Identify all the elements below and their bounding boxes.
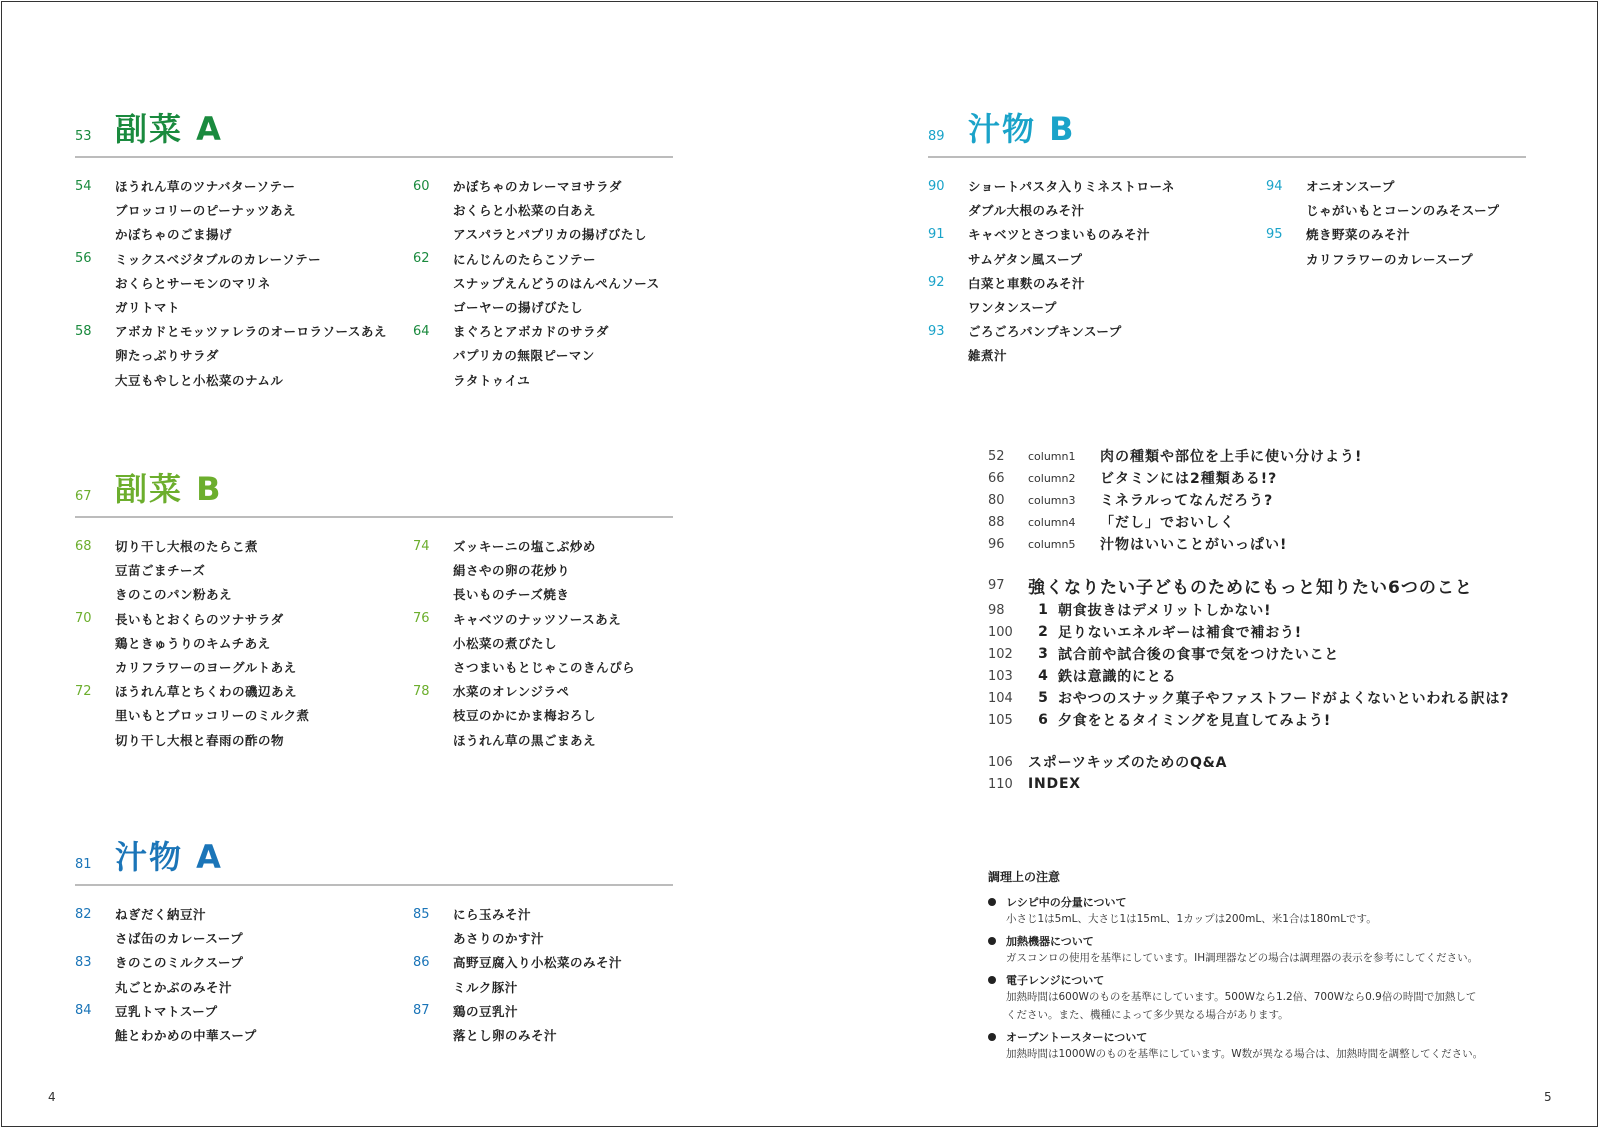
- entry-title: カリフラワーのヨーグルトあえ: [115, 660, 297, 676]
- point-title: 朝食抜きはデメリットしかない!: [1058, 603, 1272, 619]
- entry-title: 雑煮汁: [968, 348, 1008, 364]
- point-title: おやつのスナック菓子やファストフードがよくないといわれる訳は?: [1058, 691, 1510, 707]
- toc-entry: [413, 999, 622, 1023]
- entry-title: オニオンスープ: [1306, 179, 1395, 195]
- note-heading-text: 電子レンジについて: [1006, 973, 1105, 987]
- toc-group: [413, 607, 635, 680]
- entry-title: 大豆もやしと小松菜のナムル: [115, 372, 284, 388]
- point-page-number: 103: [988, 668, 1013, 684]
- section-title: 汁物 B: [968, 110, 1076, 148]
- extras-list: [988, 751, 1568, 795]
- section-page-number: 89: [928, 129, 945, 144]
- entry-title: 豆苗ごまチーズ: [115, 563, 206, 579]
- column-label: column5: [1028, 537, 1076, 551]
- toc-column-1: [75, 174, 387, 392]
- point-page-number: 100: [988, 624, 1013, 640]
- misc-toc: [988, 445, 1568, 795]
- toc-group: [413, 999, 622, 1047]
- toc-entry: [75, 582, 310, 606]
- column-title: 「だし」でおいしく: [1100, 515, 1235, 531]
- note-heading-text: レシピ中の分量について: [1006, 895, 1127, 909]
- section-shirumono-a: [75, 832, 673, 1062]
- toc-group: [928, 319, 1175, 367]
- section-page-number: 67: [75, 489, 92, 504]
- entry-title: 鶏の豆乳汁: [453, 1003, 519, 1019]
- entry-title: 卵たっぷりサラダ: [115, 348, 219, 364]
- toc-entry: [928, 198, 1175, 222]
- section-shirumono-b: [928, 104, 1526, 394]
- toc-group: [75, 902, 257, 950]
- entry-title: にんじんのたらこソテー: [453, 251, 597, 267]
- entry-title: 焼き野菜のみそ汁: [1306, 227, 1411, 243]
- toc-entry: [75, 950, 257, 974]
- feature-page-number: 97: [988, 577, 1005, 593]
- entry-title: 里いもとブロッコリーのミルク煮: [115, 708, 310, 724]
- point-index: 4: [1038, 668, 1048, 684]
- toc-group: [928, 174, 1175, 222]
- column-page-number: 80: [988, 492, 1005, 508]
- entry-page-number: 87: [413, 1003, 430, 1019]
- toc-entry: [413, 343, 660, 367]
- section-page-number: 53: [75, 129, 92, 144]
- toc-entry: [928, 174, 1175, 198]
- section-fukusai-b: [75, 464, 673, 764]
- note-body: 加熱時間は600Wのものを基準にしています。500Wなら1.2倍、700Wなら0.9倍の時間で加熱して: [1006, 991, 1477, 1003]
- entry-title: 小松菜の煮びたし: [453, 635, 558, 651]
- entry-title: 豆乳トマトスープ: [115, 1003, 218, 1019]
- toc-entry: [75, 999, 257, 1023]
- toc-entry: [413, 368, 660, 392]
- column-label: column1: [1028, 449, 1076, 463]
- entry-page-number: 70: [75, 611, 92, 627]
- entry-page-number: 93: [928, 323, 945, 339]
- entry-page-number: 68: [75, 538, 92, 554]
- extra-title: INDEX: [1028, 776, 1081, 792]
- column-list: [988, 445, 1568, 555]
- section-divider: [928, 156, 1526, 158]
- toc-group: [75, 999, 257, 1047]
- entry-title: ショートパスタ入りミネストローネ: [968, 179, 1175, 195]
- section-divider: [75, 884, 673, 886]
- toc-group: [75, 319, 387, 392]
- toc-entry: [75, 174, 387, 198]
- entry-title: 枝豆のかにかま梅おろし: [453, 708, 597, 724]
- entry-title: ねぎだく納豆汁: [115, 907, 207, 923]
- entry-title: まぐろとアボカドのサラダ: [453, 324, 609, 340]
- note-heading: [988, 971, 1548, 988]
- toc-entry: [75, 271, 387, 295]
- toc-entry: [413, 679, 635, 703]
- entry-title: ほうれん草とちくわの磯辺あえ: [115, 684, 298, 700]
- toc-entry: [75, 655, 310, 679]
- point-index: 6: [1038, 712, 1048, 728]
- column-entry: [988, 533, 1568, 555]
- toc-entry: [413, 198, 660, 222]
- entry-page-number: 78: [413, 683, 430, 699]
- note-item: [988, 932, 1548, 967]
- entry-page-number: 84: [75, 1003, 92, 1019]
- toc-entry: [1266, 247, 1500, 271]
- toc-entry: [928, 295, 1175, 319]
- feature-point: [988, 599, 1568, 621]
- toc-entry: [413, 534, 635, 558]
- entry-page-number: 85: [413, 906, 430, 922]
- toc-entry: [413, 319, 660, 343]
- toc-entry: [413, 728, 635, 752]
- entry-title: ダブル大根のみそ汁: [968, 203, 1085, 219]
- section-divider: [75, 156, 673, 158]
- point-title: 足りないエネルギーは補食で補おう!: [1058, 625, 1302, 641]
- column-label: column4: [1028, 515, 1076, 529]
- note-item: [988, 971, 1548, 1024]
- toc-entry: [413, 222, 660, 246]
- toc-entry: [75, 728, 310, 752]
- feature-title-row: [988, 571, 1568, 599]
- bullet-icon: [988, 898, 996, 906]
- toc-entry: [75, 319, 387, 343]
- point-index: 2: [1038, 624, 1048, 640]
- entry-title: キャベツとさつまいものみそ汁: [968, 227, 1151, 243]
- entry-title: アスパラとパプリカの揚げびたし: [453, 227, 647, 243]
- point-title: 鉄は意識的にとる: [1058, 669, 1177, 685]
- toc-entry: [413, 631, 635, 655]
- column-page-number: 66: [988, 470, 1005, 486]
- point-page-number: 104: [988, 690, 1013, 706]
- toc-entry: [413, 295, 660, 319]
- toc-group: [75, 607, 310, 680]
- entry-title: 長いもとおくらのツナサラダ: [115, 611, 284, 627]
- entry-page-number: 56: [75, 251, 92, 267]
- entry-title: ほうれん草の黒ごまあえ: [453, 732, 597, 748]
- entry-title: きのこのパン粉あえ: [115, 587, 233, 603]
- entry-title: キャベツのナッツソースあえ: [453, 611, 622, 627]
- note-body: 小さじ1は5mL、大さじ1は15mL、1カップは200mL、米1合は180mLです。: [1006, 913, 1377, 925]
- notes-title: 調理上の注意: [988, 870, 1061, 884]
- toc-entry: [75, 1023, 257, 1047]
- entry-title: 絹さやの卵の花炒り: [453, 563, 571, 579]
- toc-entry: [413, 582, 635, 606]
- note-heading: [988, 932, 1548, 949]
- section-header: [75, 104, 673, 152]
- section-header: [75, 832, 673, 880]
- entry-page-number: 58: [75, 323, 92, 339]
- toc-entry: [413, 655, 635, 679]
- toc-group: [75, 679, 310, 752]
- entry-page-number: 91: [928, 226, 945, 242]
- toc-group: [75, 247, 387, 320]
- note-body: 加熱時間は1000Wのものを基準にしています。W数が異なる場合は、加熱時間を調整してください。: [1006, 1048, 1484, 1060]
- entry-title: きのこのミルクスープ: [115, 955, 244, 971]
- entry-title: 切り干し大根と春雨の酢の物: [115, 732, 285, 748]
- point-title: 夕食をとるタイミングを見直してみよう!: [1058, 713, 1332, 729]
- toc-entry: [413, 902, 622, 926]
- section-title: 副菜 B: [115, 470, 223, 508]
- entry-title: さつまいもとじゃこのきんぴら: [453, 660, 636, 676]
- point-page-number: 102: [988, 646, 1013, 662]
- column-label: column2: [1028, 471, 1076, 485]
- entry-title: サムゲタン風スープ: [968, 251, 1083, 267]
- entry-page-number: 60: [413, 178, 430, 194]
- feature-point: [988, 687, 1568, 709]
- feature-point: [988, 621, 1568, 643]
- entry-page-number: 92: [928, 275, 945, 291]
- entry-title: ミックスベジタブルのカレーソテー: [115, 251, 322, 267]
- point-title: 試合前や試合後の食事で気をつけたいこと: [1058, 647, 1340, 663]
- toc-entry: [413, 607, 635, 631]
- toc-entry: [413, 975, 622, 999]
- bullet-icon: [988, 937, 996, 945]
- point-page-number: 105: [988, 712, 1013, 728]
- toc-column-2: [1266, 174, 1500, 271]
- toc-group: [413, 247, 660, 320]
- entry-page-number: 82: [75, 906, 92, 922]
- point-index: 3: [1038, 646, 1048, 662]
- bullet-icon: [988, 976, 996, 984]
- entry-page-number: 95: [1266, 226, 1283, 242]
- section-fukusai-a: [75, 104, 673, 404]
- toc-group: [75, 174, 387, 247]
- toc-entry: [1266, 222, 1500, 246]
- entry-title: 落とし卵のみそ汁: [453, 1028, 558, 1044]
- column-title: 汁物はいいことがいっぱい!: [1100, 537, 1288, 553]
- entry-title: ワンタンスープ: [968, 300, 1057, 316]
- column-entry: [988, 489, 1568, 511]
- column-title: ミネラルってなんだろう?: [1100, 493, 1274, 509]
- toc-entry: [75, 558, 310, 582]
- point-index: 5: [1038, 690, 1048, 706]
- column-entry: [988, 511, 1568, 533]
- toc-entry: [75, 679, 310, 703]
- page-number-right: 5: [1544, 1090, 1552, 1104]
- toc-entry: [1266, 198, 1500, 222]
- toc-entry: [75, 631, 310, 655]
- toc-column-1: [75, 534, 310, 752]
- toc-column-1: [75, 902, 257, 1047]
- toc-group: [413, 679, 635, 752]
- note-body: ください。また、機種によって多少異なる場合があります。: [1006, 1009, 1289, 1021]
- entry-page-number: 62: [413, 251, 430, 267]
- entry-title: さば缶のカレースープ: [115, 931, 244, 947]
- entry-page-number: 76: [413, 611, 430, 627]
- extra-page-number: 106: [988, 754, 1013, 770]
- feature-list: [988, 599, 1568, 731]
- entry-page-number: 86: [413, 954, 430, 970]
- toc-group: [413, 950, 622, 998]
- entry-title: おくらと小松菜の白あえ: [453, 203, 597, 219]
- entry-title: ラタトゥイユ: [453, 372, 531, 388]
- feature-point: [988, 709, 1568, 731]
- section-title: 副菜 A: [115, 110, 223, 148]
- toc-group: [75, 534, 310, 607]
- toc-entry: [413, 950, 622, 974]
- toc-entry: [75, 703, 310, 727]
- toc-group: [413, 534, 635, 607]
- column-entry: [988, 467, 1568, 489]
- entry-title: ゴーヤーの揚げびたし: [453, 300, 584, 316]
- entry-title: 白菜と車麩のみそ汁: [968, 275, 1086, 291]
- toc-entry: [928, 247, 1175, 271]
- section-header: [75, 464, 673, 512]
- feature-title: 強くなりたい子どものためにもっと知りたい6つのこと: [1028, 577, 1473, 598]
- note-item: [988, 893, 1548, 928]
- note-heading: [988, 1028, 1548, 1045]
- toc-entry: [413, 1023, 622, 1047]
- point-index: 1: [1038, 602, 1048, 618]
- column-title: ビタミンには2種類ある!?: [1100, 471, 1278, 487]
- entry-title: ズッキーニの塩こぶ炒め: [453, 539, 596, 555]
- toc-column-2: [413, 174, 660, 392]
- toc-column-1: [928, 174, 1175, 368]
- entry-page-number: 54: [75, 178, 92, 194]
- entry-page-number: 90: [928, 178, 945, 194]
- entry-page-number: 64: [413, 323, 430, 339]
- entry-title: にら玉みそ汁: [453, 907, 532, 923]
- section-divider: [75, 516, 673, 518]
- toc-group: [928, 222, 1175, 270]
- toc-entry: [413, 174, 660, 198]
- section-page-number: 81: [75, 857, 92, 872]
- extra-page-number: 110: [988, 776, 1013, 792]
- extra-title: スポーツキッズのためのQ&A: [1028, 755, 1228, 771]
- note-item: [988, 1028, 1548, 1063]
- toc-entry: [75, 343, 387, 367]
- bullet-icon: [988, 1033, 996, 1041]
- entry-title: 水菜のオレンジラペ: [453, 684, 570, 700]
- entry-title: ごろごろパンプキンスープ: [968, 324, 1122, 340]
- toc-group: [75, 950, 257, 998]
- entry-title: 長いものチーズ焼き: [453, 587, 570, 603]
- column-title: 肉の種類や部位を上手に使い分けよう!: [1100, 449, 1363, 465]
- toc-entry: [75, 222, 387, 246]
- entry-title: じゃがいもとコーンのみそスープ: [1306, 203, 1500, 219]
- toc-entry: [413, 703, 635, 727]
- toc-entry: [413, 558, 635, 582]
- toc-entry: [75, 247, 387, 271]
- toc-group: [1266, 222, 1500, 270]
- entry-title: 切り干し大根のたらこ煮: [115, 539, 259, 555]
- section-header: [928, 104, 1526, 152]
- extra-entry: [988, 751, 1568, 773]
- entry-title: おくらとサーモンのマリネ: [115, 275, 271, 291]
- note-heading: [988, 893, 1548, 910]
- toc-entry: [75, 295, 387, 319]
- entry-title: カリフラワーのカレースープ: [1306, 251, 1474, 267]
- toc-entry: [75, 926, 257, 950]
- notes-list: [988, 893, 1548, 1063]
- entry-title: 高野豆腐入り小松菜のみそ汁: [453, 955, 623, 971]
- toc-entry: [75, 902, 257, 926]
- entry-title: アボカドとモッツァレラのオーロラソースあえ: [115, 324, 387, 340]
- toc-group: [1266, 174, 1500, 222]
- toc-group: [413, 319, 660, 392]
- note-heading-text: 加熱機器について: [1006, 934, 1094, 948]
- note-body: ガスコンロの使用を基準にしています。IH調理器などの場合は調理器の表示を参考にしてください。: [1006, 952, 1479, 964]
- entry-title: 鮭とわかめの中華スープ: [115, 1028, 257, 1044]
- point-page-number: 98: [988, 602, 1005, 618]
- entry-title: あさりのかす汁: [453, 931, 545, 947]
- entry-page-number: 72: [75, 683, 92, 699]
- entry-page-number: 94: [1266, 178, 1283, 194]
- column-page-number: 96: [988, 536, 1005, 552]
- column-label: column3: [1028, 493, 1076, 507]
- entry-title: かぼちゃのカレーマヨサラダ: [453, 179, 622, 195]
- extra-entry: [988, 773, 1568, 795]
- entry-title: ほうれん草のツナバターソテー: [115, 179, 296, 195]
- cooking-notes: [988, 868, 1548, 1067]
- entry-page-number: 83: [75, 954, 92, 970]
- toc-column-2: [413, 534, 635, 752]
- entry-title: 丸ごとかぶのみそ汁: [115, 979, 233, 995]
- entry-title: 鶏ときゅうりのキムチあえ: [115, 635, 271, 651]
- toc-column-2: [413, 902, 622, 1047]
- column-page-number: 52: [988, 448, 1005, 464]
- entry-title: パプリカの無限ピーマン: [453, 348, 595, 364]
- toc-entry: [75, 607, 310, 631]
- toc-entry: [928, 271, 1175, 295]
- section-title: 汁物 A: [115, 838, 223, 876]
- toc-entry: [1266, 174, 1500, 198]
- toc-entry: [75, 534, 310, 558]
- toc-entry: [928, 319, 1175, 343]
- toc-group: [928, 271, 1175, 319]
- feature-point: [988, 643, 1568, 665]
- toc-entry: [75, 368, 387, 392]
- entry-title: ミルク豚汁: [453, 979, 518, 995]
- toc-entry: [413, 247, 660, 271]
- toc-entry: [413, 926, 622, 950]
- page-number-left: 4: [48, 1090, 56, 1104]
- column-page-number: 88: [988, 514, 1005, 530]
- feature-point: [988, 665, 1568, 687]
- entry-title: ガリトマト: [115, 300, 181, 316]
- toc-entry: [75, 198, 387, 222]
- entry-title: ブロッコリーのピーナッツあえ: [115, 203, 297, 219]
- toc-group: [413, 902, 622, 950]
- toc-entry: [928, 343, 1175, 367]
- toc-group: [413, 174, 660, 247]
- note-heading-text: オーブントースターについて: [1006, 1030, 1148, 1044]
- entry-title: かぼちゃのごま揚げ: [115, 227, 233, 243]
- toc-entry: [75, 975, 257, 999]
- entry-title: スナップえんどうのはんぺんソース: [453, 275, 660, 291]
- column-entry: [988, 445, 1568, 467]
- toc-entry: [413, 271, 660, 295]
- toc-entry: [928, 222, 1175, 246]
- entry-page-number: 74: [413, 538, 430, 554]
